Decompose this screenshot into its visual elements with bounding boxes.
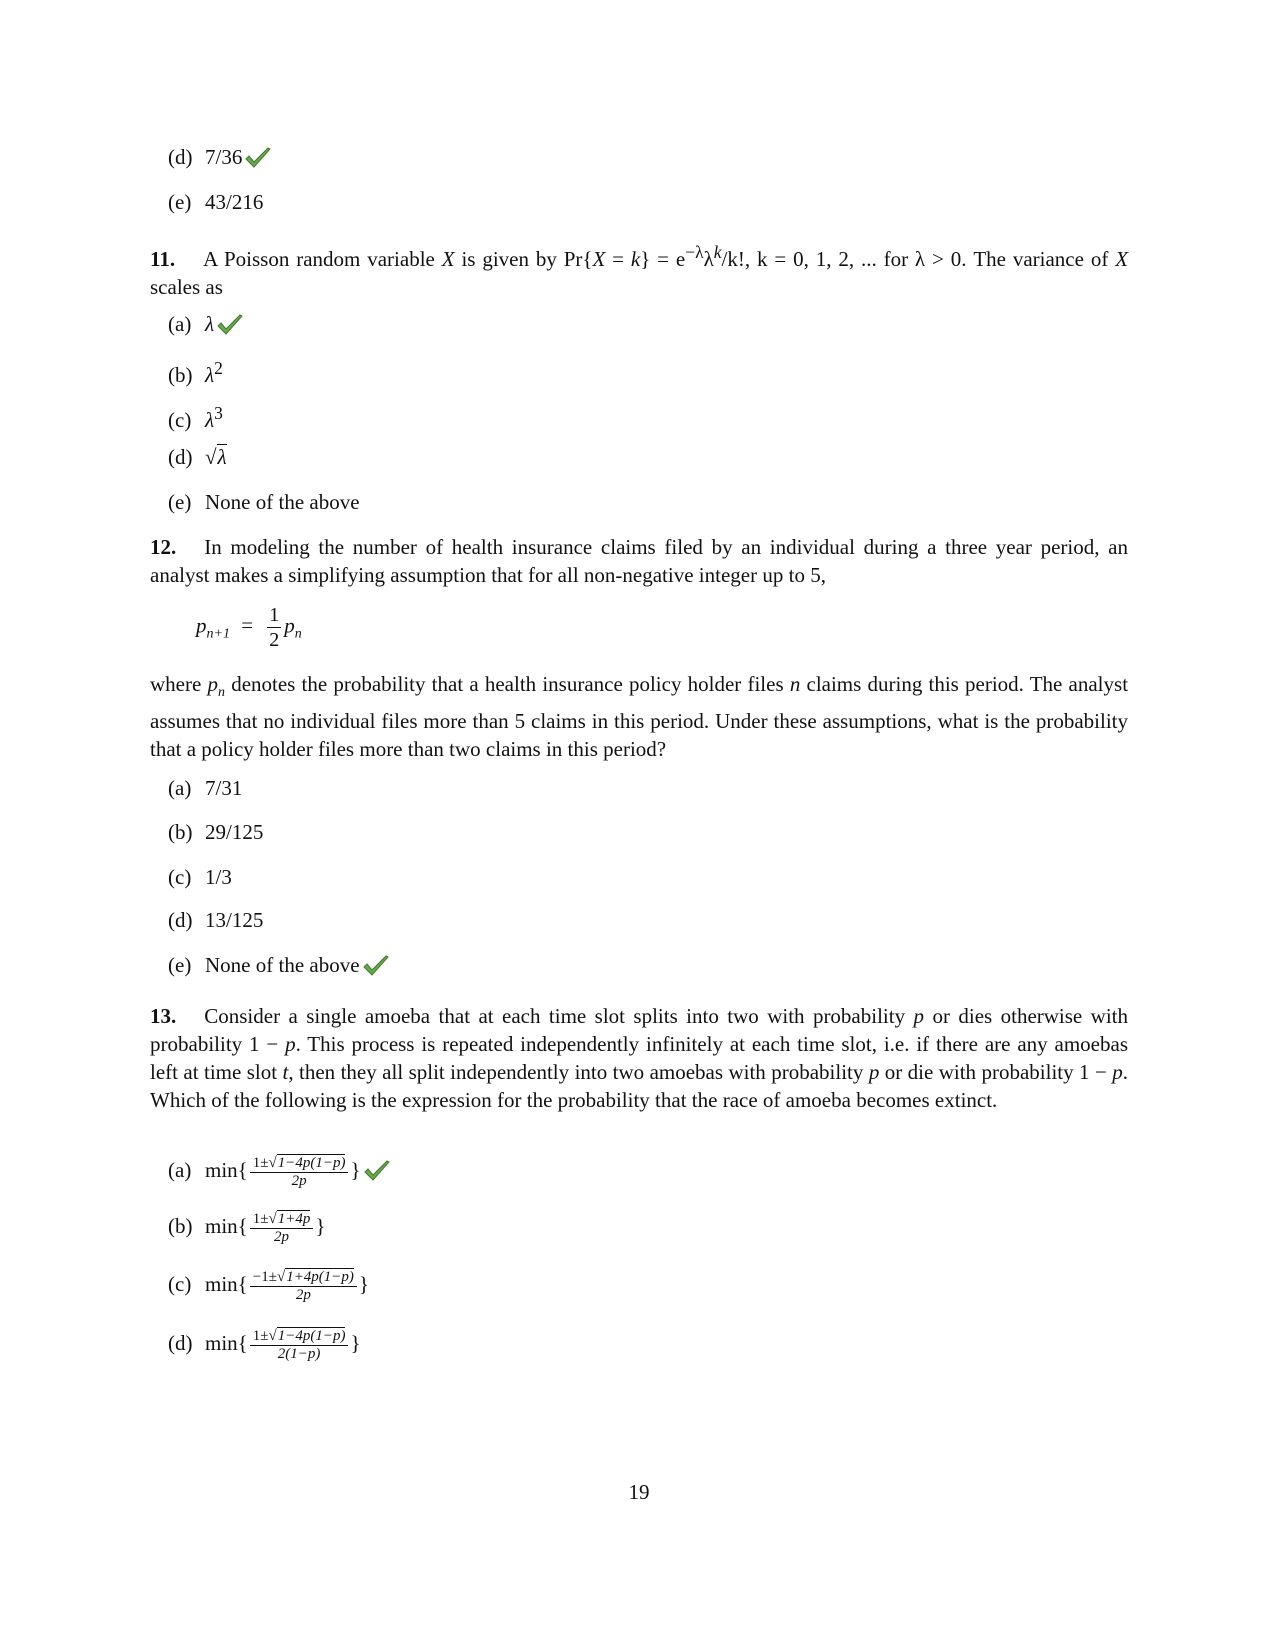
q11-question: 11. A Poisson random variable X is given by $Pr\{X = k\} = e^{-\lambda}\lambda^k/k$!, k = 0, 1, 2, ... for λ > 0. The variance of X scales as: [150, 242, 1129, 299]
check-mark-icon: [216, 313, 244, 343]
q12-body: where $p_n$ denotes the probability that a health insurance policy holder files n claims during this period. The analyst assumes that no individual files more than 5 claims in this period. Under these assumptions, what is the probability that a policy holder files more than two claims in this period?: [150, 672, 1129, 762]
q12-equation: $p_{n+1}$ = $\frac{1}{2} p_n$: [196, 604, 302, 651]
exam-page: [150, 0, 1128, 1651]
q13-question: 13. Consider a single amoeba that at each time slot splits into two with probability p or dies otherwise with probability 1 − p. This process is repeated independently infinitely at each time slot, i.e. if there are any amoebas left at time slot t, then they all split independently into two amoebas with probability p or die with probability 1 − p. Which of the following is the expression for the probability that the race of amoeba becomes extinct.: [150, 1004, 1129, 1112]
q10-option-e: (e) 43/216: [168, 190, 264, 214]
q11-option-b: (b) $\lambda^2$: [168, 358, 223, 387]
q12-option-b: (b) 29/125: [168, 820, 264, 844]
q11-option-e: (e) None of the above: [168, 490, 360, 514]
q12-question: 12. In modeling the number of health insurance claims filed by an individual during a three year period, an analyst makes a simplifying assumption that for all non-negative integer up to 5,: [150, 535, 1128, 587]
q13-option-a: (a) min{ $\frac{1\pm√1-4p(1-p)}{2p}$ }: [168, 1152, 391, 1194]
q11-option-c: (c) $\lambda^3$: [168, 403, 223, 432]
q11-option-a: (a) λ: [168, 311, 244, 343]
q13-option-b: (b) min{ $\frac{1\pm√1+4p}{2p}$ }: [168, 1210, 326, 1245]
q12-option-e: (e) None of the above: [168, 952, 390, 984]
q13-option-c: (c) min{ $\frac{-1\pm√1+4p(1-p)}{2p}$ }: [168, 1268, 370, 1303]
check-mark-icon: [362, 954, 390, 984]
q10-option-d: (d) 7/36: [168, 144, 272, 176]
q13-option-d: (d) min{ $\frac{1\pm√1-4p(1-p)}{2(1-p)}$ }: [168, 1327, 361, 1362]
check-mark-icon: [363, 1158, 391, 1194]
q12-option-a: (a) 7/31: [168, 776, 243, 800]
q12-option-c: (c) 1/3: [168, 865, 232, 889]
q12-option-d: (d) 13/125: [168, 908, 264, 932]
check-mark-icon: [244, 146, 272, 176]
q11-option-d: (d) √λ: [168, 445, 227, 469]
page-number: 19: [628, 1480, 650, 1504]
